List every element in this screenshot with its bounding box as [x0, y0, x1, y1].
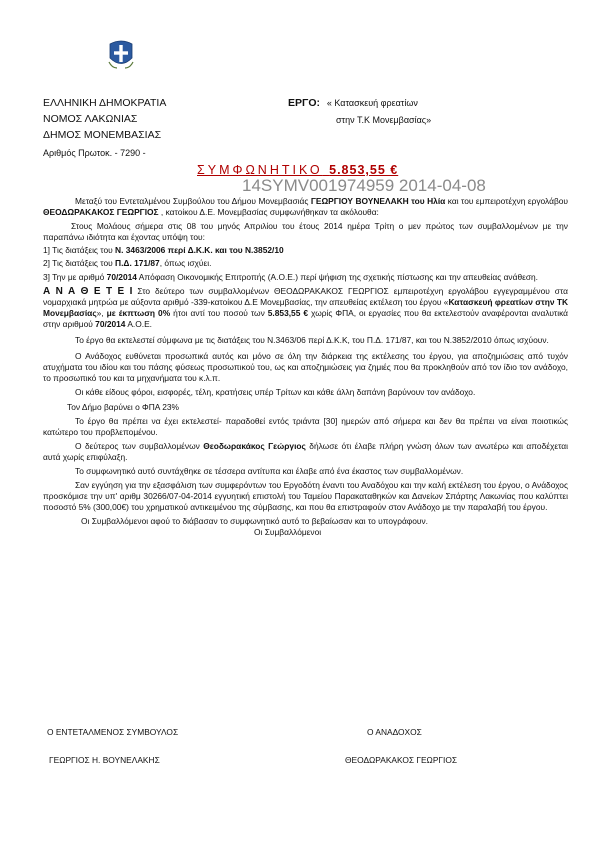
signature-left-name: ΓΕΩΡΓΙΟΣ Η. ΒΟΥΝΕΛΑΚΗΣ: [49, 755, 160, 765]
paragraph-parties: Μεταξύ του Εντεταλμένου Συμβούλου του Δήμου Μονεμβασιάς ΓΕΩΡΓΙΟΥ ΒΟΥΝΕΛΑΚΗ του Ηλία και του εμπειροτέχνη εργολάβου ΘΕΟΔΩΡΑΚΑΚΟΣ ΓΕΩΡΓΙΟΣ , κατοίκου Δ.Ε. Μονεμβασίας συμφωνήθηκαν τα ακόλουθα:: [43, 196, 568, 218]
project-label: ΕΡΓΟ:: [288, 97, 320, 109]
project-title-line1: « Κατασκευή φρεατίων: [326, 98, 418, 108]
document-title: [197, 163, 398, 177]
title-word: ΣΥΜΦΩΝΗΤΙΚΟ: [197, 163, 323, 177]
list-item-decision: 3] Την με αριθμό 70/2014 Απόφαση Οικονομικής Επιτροπής (Α.Ο.Ε.) περί ψήφιση της σχετικής πίστωσης και την απευθείας ανάθεση.: [43, 271, 538, 282]
paragraph-copies: Το συμφωνητικό αυτό συντάχθηκε σε τέσσερα αντίτυπα και έλαβε από ένα έκαστος των συμβαλλομένων.: [75, 465, 464, 476]
paragraph-acceptance: Ο δεύτερος των συμβαλλομένων Θεοδωρακάκος Γεώργιος δήλωσε ότι έλαβε πλήρη γνώση όλων των ανωτέρω και αποδέχεται αυτά χωρίς επιφύλαξη.: [43, 440, 568, 462]
paragraph-guarantee: Σαν εγγύηση για την εξασφάλιση των συμφερόντων του Εργοδότη έναντι του Αναδόχου και την καλή εκτέλεση του έργου, ο Ανάδοχος προσκόμισε την υπ' αριθμ 30266/07-04-2014 εγγυητική επιστολή του Ταμείου Παρακαταθηκών και Δανείων Σπάρτης Λακωνίας που καλύπτει ποσοστό 5% (300,00€) του χρηματικού αντικειμένου της σύμβασης, και που θα επιστραφούν στον Ανάδοχο με την παραλαβή του έργου.: [43, 480, 568, 513]
list-item-decree: 2] Τις διατάξεις του Π.Δ. 171/87, όπως ισχύει.: [43, 258, 212, 269]
contract-body: [43, 196, 568, 539]
signature-right-role: Ο ΑΝΑΔΟΧΟΣ: [367, 727, 422, 737]
issuer-municipality: ΔΗΜΟΣ ΜΟΝΕΜΒΑΣΙΑΣ: [43, 129, 162, 141]
paragraph-deadline: Το έργο θα πρέπει να έχει εκτελεστεί- παραδοθεί εντός τριάντα [30] ημερών από σήμερα και δεν θα πρέπει να είναι ποιοτικώς κατώτερο του προβλεπομένου.: [43, 415, 568, 437]
paragraph-date: Στους Μολάους σήμερα στις 08 του μηνός Απριλίου του έτους 2014 ημέρα Τρίτη ο μεν πρώτος των συμβαλλομένων με την παραπάνω ιδιότητα και έχοντας υπόψη του:: [43, 221, 568, 243]
paragraph-vat: Τον Δήμο βαρύνει ο ΦΠΑ 23%: [67, 401, 180, 412]
project-heading: [288, 97, 418, 109]
paragraph-signing: Οι Συμβαλλόμενοι αφού το διάβασαν το συμφωνητικό αυτό το βεβαίωσαν και το υπογράφουν.: [81, 516, 428, 527]
signature-right-name: ΘΕΟΔΩΡΑΚΑΚΟΣ ΓΕΩΡΓΙΟΣ: [345, 755, 458, 765]
issuer-block: [43, 97, 166, 145]
signature-left-role: Ο ΕΝΤΕΤΑΛΜΕΝΟΣ ΣΥΜΒΟΥΛΟΣ: [47, 727, 179, 737]
paragraph-laws: Το έργο θα εκτελεστεί σύμφωνα με τις διατάξεις του Ν.3463/06 περί Δ.Κ.Κ, του Π.Δ. 171/87, και του Ν.3852/2010 όπως ισχύουν.: [75, 335, 549, 346]
title-amount: 5.853,55 €: [329, 163, 399, 177]
issuer-prefecture: ΝΟΜΟΣ ΛΑΚΩΝΙΑΣ: [43, 113, 138, 125]
project-title-line2: στην Τ.Κ Μονεμβασίας»: [336, 115, 432, 125]
paragraph-taxes: Οι κάθε είδους φόροι, εισφορές, τέλη, κρατήσεις υπέρ Τρίτων και κάθε άλλη δαπάνη βαρύνουν τον ανάδοχο.: [75, 387, 476, 398]
list-item-law: 1] Τις διατάξεις του Ν. 3463/2006 περί Δ.Κ.Κ. και του Ν.3852/10: [43, 245, 284, 256]
issuer-country: ΕΛΛΗΝΙΚΗ ΔΗΜΟΚΡΑΤΙΑ: [43, 97, 167, 109]
ada-stamp: 14SYMV001974959 2014-04-08: [242, 176, 486, 195]
greek-coat-of-arms-emblem: [108, 38, 134, 70]
paragraph-liability: Ο Ανάδοχος ευθύνεται προσωπικά αυτός και μόνο σε όλη την διάρκεια της εκτέλεσης του έργου, για αποζημιώσεις από τυχόν ατυχήματα του ιδίου και του πάσης φύσεως προσωπικού του, ως και αποζημιώσεις για ζημιές που θα προκληθούν από τον ίδιο τον ανάδοχο, το προσωπικό του και τα μηχανήματα του κ.λ.π.: [43, 351, 568, 384]
protocol-number: Αριθμός Πρωτοκ. - 7290 -: [43, 148, 146, 158]
paragraph-parties-heading: Οι Συμβαλλόμενοι: [254, 527, 322, 538]
paragraph-assignment: Α Ν Α Θ Ε Τ Ε Ι Στο δεύτερο των συμβαλλομένων ΘΕΟΔΩΡΑΚΑΚΟΣ ΓΕΩΡΓΙΟΣ εμπειροτέχνη εργολάβου εγγεγραμμένου στα νομαρχιακά μητρώα με αύξοντα αριθμό -339-κατοίκου Δ.Ε Μονεμβασίας, την απευθείας εκτέλεση του έργου «Κατασκευή φρεατίων στην ΤΚ Μονεμβασίας», με έκπτωση 0% ήτοι αντί του ποσού των 5.853,55 € χωρίς ΦΠΑ, οι εργασίες που θα εκτελεστούν αναφέρονται αναλυτικά στην αριθμού 70/2014 Α.Ο.Ε.: [43, 285, 569, 329]
